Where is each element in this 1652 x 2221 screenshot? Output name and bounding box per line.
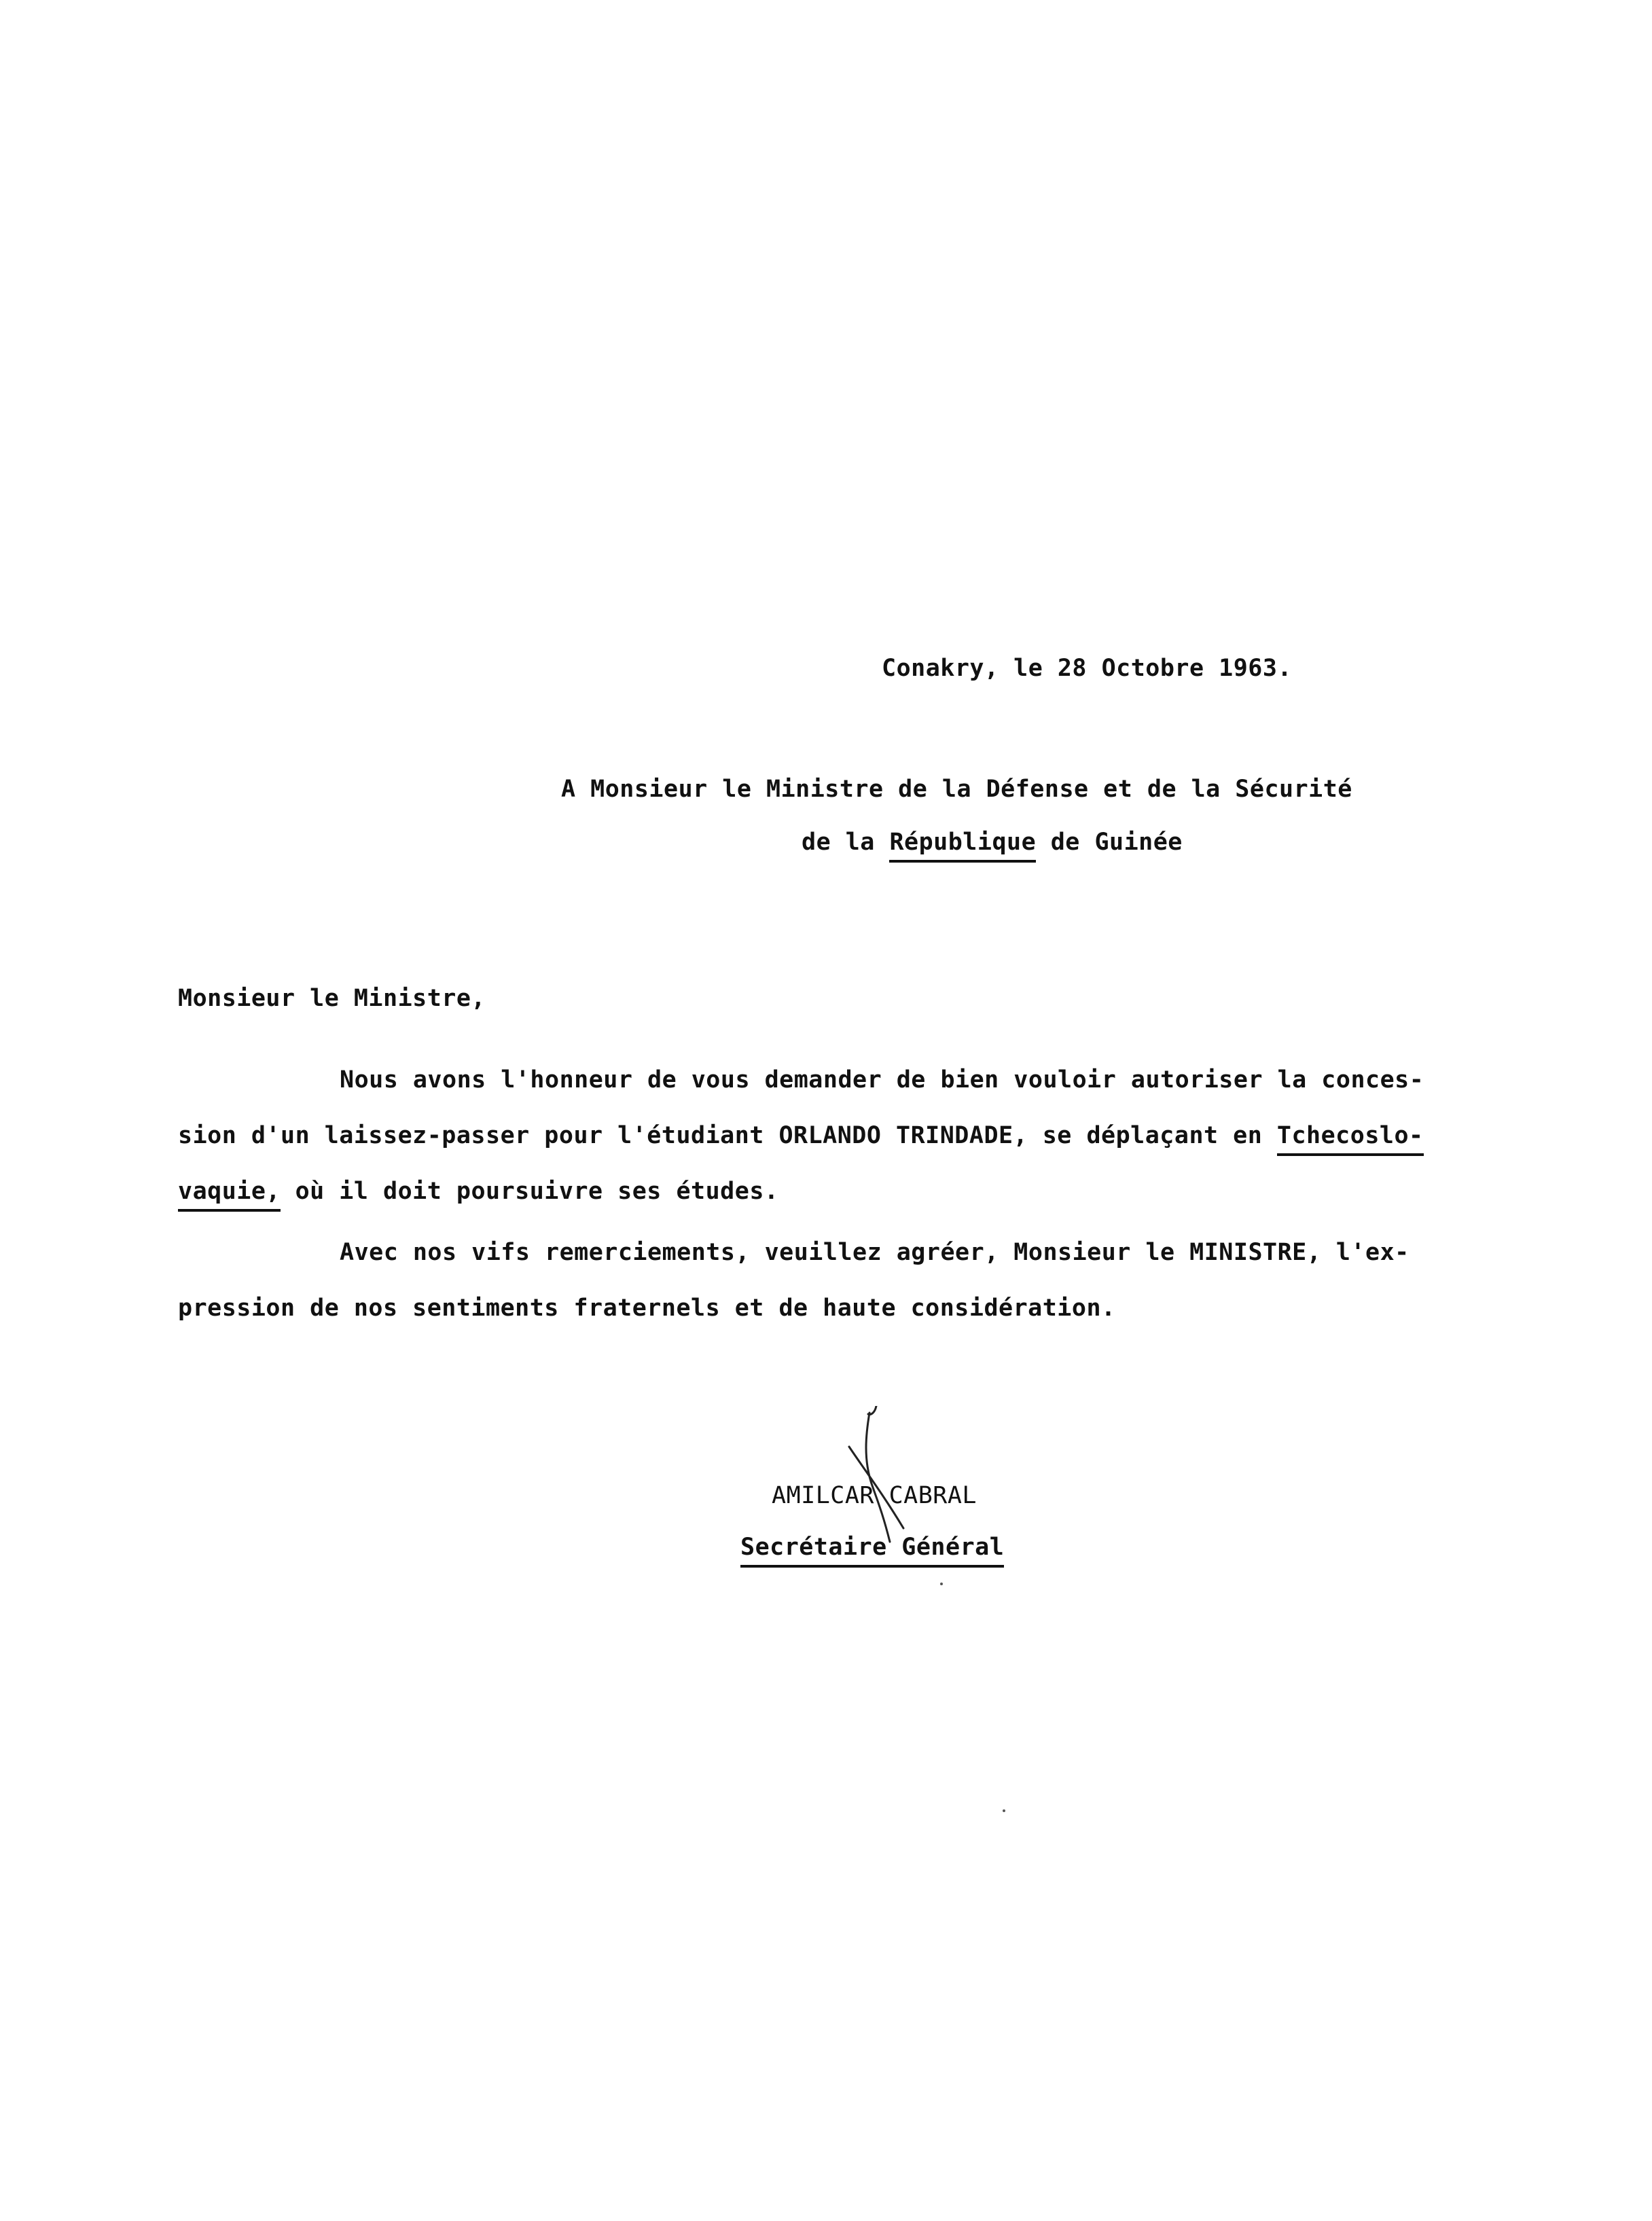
- signer-title: [740, 1532, 1004, 1562]
- paragraph-1-line-1: Nous avons l'honneur de vous demander de bien vouloir autoriser la conces-: [340, 1066, 1424, 1094]
- paper-speck: [1003, 1809, 1005, 1812]
- addressee-underlined-word: République: [889, 829, 1036, 863]
- salutation: Monsieur le Ministre,: [178, 985, 486, 1012]
- addressee-line-2-suffix: de Guinée: [1036, 829, 1183, 856]
- signer-name: AMILCAR CABRAL: [772, 1482, 977, 1509]
- addressee-line-2-prefix: de la: [802, 829, 890, 856]
- destination-underlined-part-2: vaquie,: [178, 1178, 281, 1212]
- signer-title-text: Secrétaire Général: [740, 1534, 1004, 1568]
- paragraph-1-line-3-suffix: où il doit poursuivre ses études.: [281, 1178, 779, 1205]
- paragraph-2-line-1: Avec nos vifs remerciements, veuillez agréer, Monsieur le MINISTRE, l'ex-: [340, 1239, 1409, 1266]
- destination-underlined-part-1: Tchecoslo-: [1277, 1122, 1424, 1156]
- paragraph-1-line-3: [178, 1176, 778, 1206]
- addressee-line-1: A Monsieur le Ministre de la Défense et de la Sécurité: [561, 776, 1352, 803]
- date-line: Conakry, le 28 Octobre 1963.: [882, 655, 1293, 682]
- paragraph-1-line-2: [178, 1121, 1424, 1151]
- paper-speck: [940, 1583, 943, 1585]
- addressee-line-2: [802, 827, 1183, 857]
- paragraph-1-line-2-prefix: sion d'un laissez-passer pour l'étudiant ORLANDO TRINDADE, se déplaçant en: [178, 1122, 1277, 1149]
- paragraph-2-line-2: pression de nos sentiments fraternels et de haute considération.: [178, 1295, 1116, 1322]
